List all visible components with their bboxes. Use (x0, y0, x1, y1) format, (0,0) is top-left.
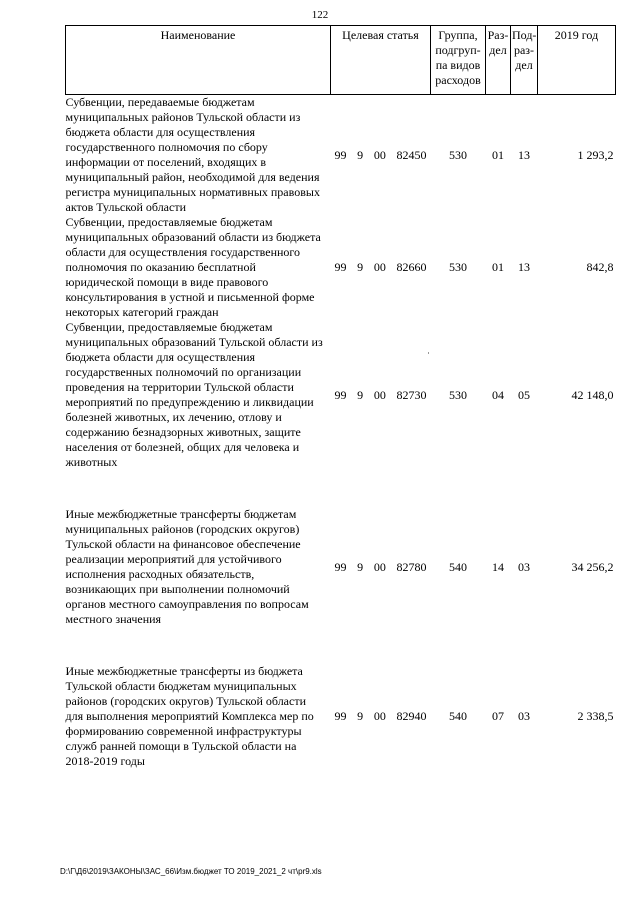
cs-part: 99 (334, 559, 347, 574)
row-section: 14 (492, 559, 504, 574)
budget-table (65, 25, 616, 769)
row-target-article (331, 320, 431, 470)
header-year: 2019 год (538, 26, 616, 95)
row-group: 540 (449, 709, 467, 723)
row-name: Иные межбюджетные трансферты из бюджета Тульской области бюджетам муниципальных районов (городских округов) Тульской области для выполнения мероприятий Комплекса мер по формированию современной инфраструктуры служб ранней помощи в Тульской области на 2018-2019 годы (65, 664, 314, 768)
page-number: 122 (311, 9, 329, 21)
row-target-article (331, 215, 431, 320)
row-name: Субвенции, предоставляемые бюджетам муниципальных образований области из бюджета области для осуществления государственного полномочия по оказанию бесплатной юридической помощи в виде правового консультирования в устной и письменной форме некоторых категорий граждан (65, 215, 321, 319)
cs-part: 82940 (396, 709, 427, 723)
cs-part: 82450 (396, 147, 427, 162)
row-section: 01 (492, 147, 504, 162)
cs-part: 9 (357, 260, 364, 274)
row-subsection: 13 (518, 260, 530, 274)
row-subsection: 03 (518, 709, 530, 723)
row-group: 530 (449, 260, 467, 274)
cs-part: 00 (373, 260, 386, 274)
row-target-article (331, 664, 431, 769)
cs-part: 00 (373, 709, 386, 723)
row-subsection: 03 (518, 559, 530, 574)
row-group: 530 (449, 147, 467, 162)
header-target-article: Целевая статья (331, 26, 431, 95)
row-target-article (331, 95, 431, 216)
cs-part: 9 (357, 709, 364, 723)
cs-part: 99 (334, 147, 347, 162)
cs-part: 00 (373, 387, 386, 402)
cs-part: 82660 (396, 260, 427, 274)
cs-part: 9 (357, 559, 364, 574)
row-group: 540 (449, 559, 467, 574)
table-row (66, 95, 616, 216)
row-spacer (66, 627, 616, 664)
header-subsection: Под- раз- дел (511, 26, 538, 95)
table-row (66, 320, 616, 470)
row-section: 07 (492, 709, 504, 723)
row-section: 04 (492, 387, 504, 402)
row-amount: 34 256,2 (571, 559, 614, 574)
row-amount: 842,8 (586, 260, 614, 274)
cs-part: 9 (357, 387, 364, 402)
scan-speck (428, 352, 429, 354)
file-path-footer: D:\Г\Д6\2019\ЗАКОНЫ\ЗАС_66\Изм.бюджет ТО 2019_2021_2 чт\pr9.xls (60, 867, 322, 876)
row-amount: 2 338,5 (577, 709, 614, 723)
table-row (66, 507, 616, 627)
cs-part: 00 (373, 559, 386, 574)
header-name: Наименование (66, 26, 331, 95)
cs-part: 9 (357, 147, 364, 162)
row-spacer (66, 470, 616, 507)
table-row (66, 664, 616, 769)
row-name: Субвенции, передаваемые бюджетам муниципальных районов Тульской области из бюджета области для осуществления государственного полномочия по сбору информации от поселений, входящих в муниципальный район, необходимой для ведения регистра муниципальных нормативных правовых актов Тульской области (65, 95, 320, 214)
cs-part: 99 (334, 709, 347, 723)
row-subsection: 05 (518, 387, 530, 402)
row-name: Субвенции, предоставляемые бюджетам муниципальных образований Тульской области из бюджета области для осуществления государственных полномочий по организации проведения на территории Тульской области мероприятий по предупреждению и ликвидации болезней животных, их лечению, отлову и содержанию безнадзорных животных, защите населения от болезней, общих для человека и животных (65, 320, 323, 469)
table-row (66, 215, 616, 320)
cs-part: 99 (334, 387, 347, 402)
row-target-article (331, 507, 431, 627)
row-name: Иные межбюджетные трансферты бюджетам муниципальных районов (городских округов) Тульской области на финансовое обеспечение реализации мероприятий для устойчивого исполнения расходных обязательств, возникающих при выполнении полномочий органов местного самоуправления по вопросам местного значения (65, 507, 309, 626)
row-group: 530 (449, 387, 467, 402)
row-subsection: 13 (518, 147, 530, 162)
table-header-row (66, 26, 616, 95)
cs-part: 00 (373, 147, 386, 162)
header-group: Группа, подгруп- па видов расходов (431, 26, 486, 95)
row-amount: 1 293,2 (577, 147, 614, 162)
row-amount: 42 148,0 (571, 387, 614, 402)
cs-part: 82730 (396, 387, 427, 402)
cs-part: 82780 (396, 559, 427, 574)
cs-part: 99 (334, 260, 347, 274)
header-section: Раз- дел (486, 26, 511, 95)
row-section: 01 (492, 260, 504, 274)
